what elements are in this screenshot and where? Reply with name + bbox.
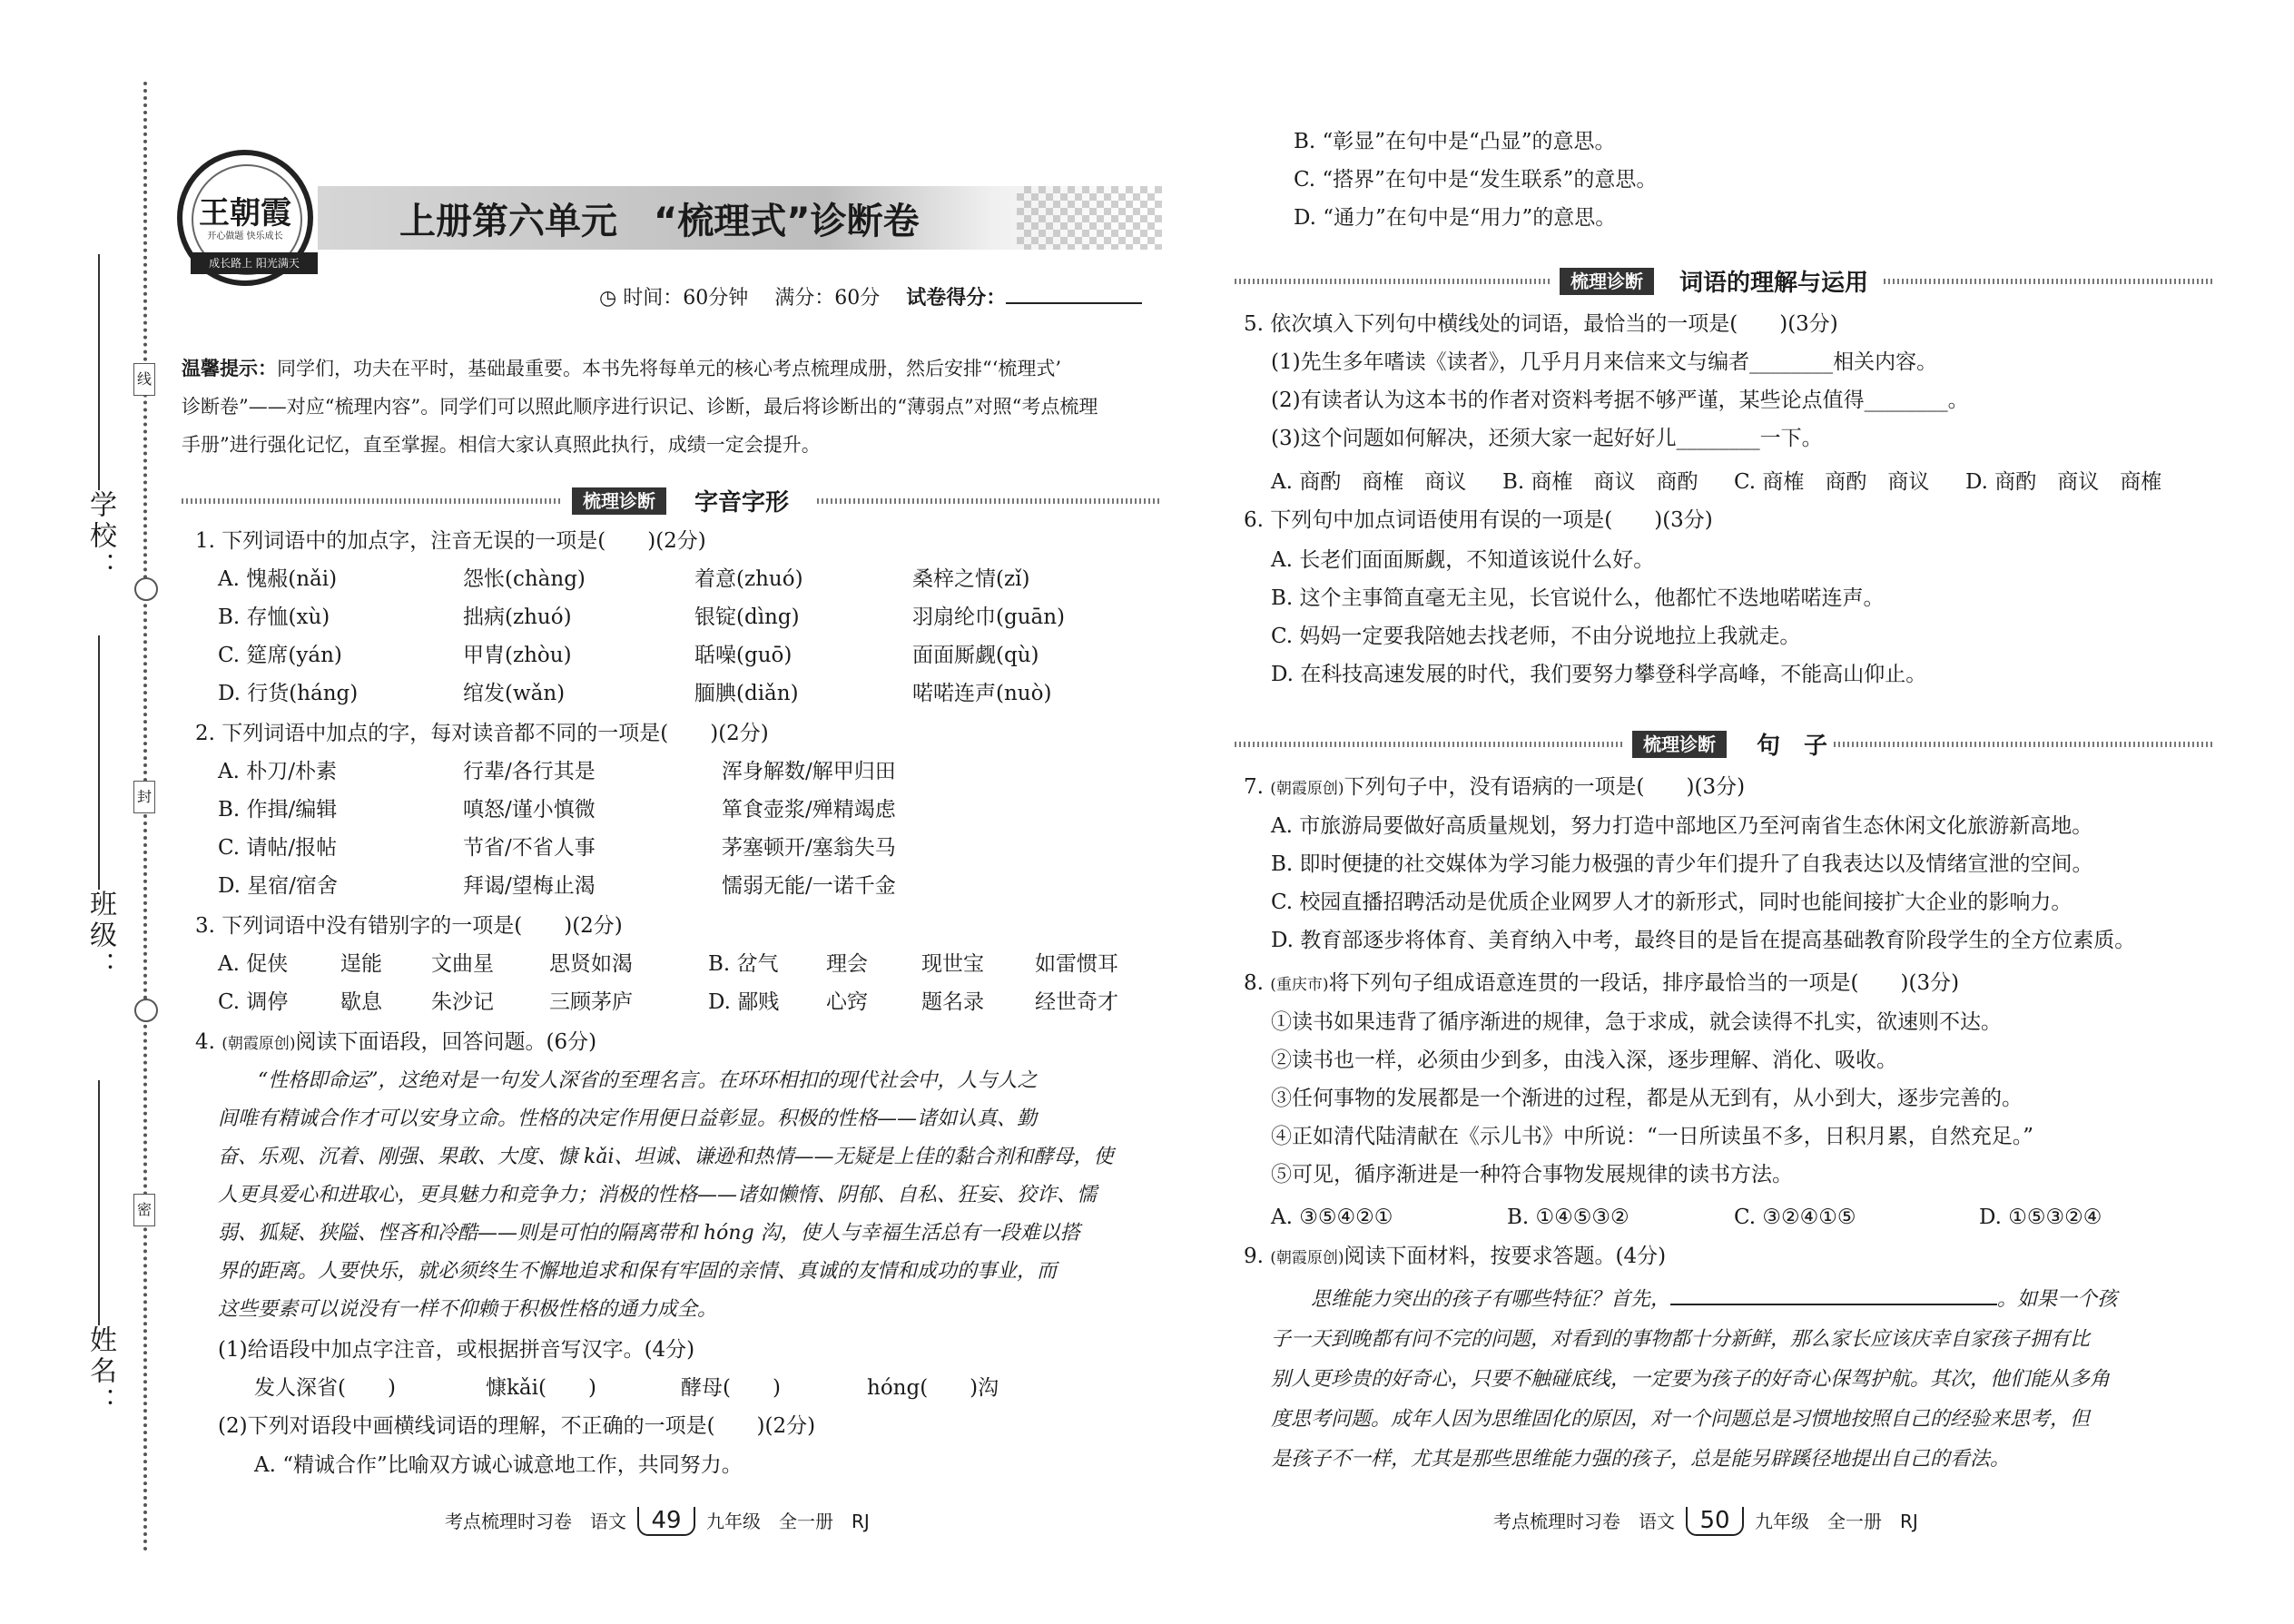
q8-options xyxy=(1271,1198,2197,1236)
question-8: 8. (重庆市)将下列句子组成语意连贯的一段话，排序最恰当的一项是( )(3分) xyxy=(1244,971,1960,995)
score-field[interactable] xyxy=(1006,281,1142,304)
question-4: 4. (朝霞原创)阅读下面语段，回答问题。(6分) xyxy=(195,1030,597,1054)
q1-option-d[interactable]: D. 行货(háng) 绾发(wǎn) 腼腆(diǎn) 喏喏连声(nuò) xyxy=(218,682,1052,705)
seal-mark-xian: 线 xyxy=(133,363,155,396)
q1-option-b[interactable]: B. 存恤(xù) 拙病(zhuó) 银锭(dìng) 羽扇纶巾(guān) xyxy=(218,605,1066,629)
name-line[interactable] xyxy=(98,1080,100,1325)
q5-sentences: (1)先生多年嗜读《读者》，几乎月月来信来文与编者________相关内容。 (2)有读者认为这本书的作者对资料考据不够严谨，某些论点值得________。 (3)这个问题如何解决，还须大家一起好好儿________一下。 xyxy=(1271,350,1969,450)
seal-mark-feng: 封 xyxy=(133,781,155,813)
footer-left: 考点梳理时习卷 语文 49 九年级 全一册 RJ xyxy=(445,1507,870,1534)
q4-sub2-option-d[interactable]: D. “通力”在句中是“用力”的意思。 xyxy=(1294,206,1617,230)
q4-sub1-items[interactable]: 发人深省( ) 慷kǎi( ) 酵母( ) hóng( )沟 xyxy=(254,1376,999,1400)
brand-logo: 王朝霞 开心做题 快乐成长 xyxy=(177,150,313,286)
question-3: 3. 下列词语中没有错别字的一项是( )(2分) xyxy=(195,914,623,938)
q4-sub2: (2)下列对语段中画横线词语的理解，不正确的一项是( )(2分) xyxy=(218,1414,816,1438)
q8-option-a[interactable]: A. ③⑤④②① xyxy=(1271,1206,1393,1229)
question-7: 7. (朝霞原创)下列句子中，没有语病的一项是( )(3分) xyxy=(1244,775,1746,799)
q7-option-c[interactable]: C. 校园直播招聘活动是优质企业网罗人才的新形式，同时也能间接扩大企业的影响力。 xyxy=(1271,891,2072,914)
q8-option-c[interactable]: C. ③②④①⑤ xyxy=(1734,1206,1856,1229)
name-label: 姓名： xyxy=(84,1325,116,1418)
q4-sub1: (1)给语段中加点字注音，或根据拼音写汉字。(4分) xyxy=(218,1338,695,1362)
q6-option-b[interactable]: B. 这个主事简直毫无主见，长官说什么，他都忙不迭地喏喏连声。 xyxy=(1271,586,1885,610)
clock-icon: ◷ xyxy=(599,287,617,310)
q1-option-a[interactable]: A. 愧赧(nǎi) 怨怅(chàng) 着意(zhuó) 桑梓之情(zǐ) xyxy=(218,567,1030,591)
q4-sub2-option-c[interactable]: C. “搭界”在句中是“发生联系”的意思。 xyxy=(1294,168,1658,192)
footer-right: 考点梳理时习卷 语文 50 九年级 全一册 RJ xyxy=(1493,1507,1918,1534)
banner-pattern xyxy=(1017,186,1162,250)
seal-mark-mi: 密 xyxy=(133,1194,155,1226)
q5-options xyxy=(1271,463,2197,501)
q1-option-c[interactable]: C. 筵席(yán) 甲胄(zhòu) 聒噪(guō) 面面厮觑(qù) xyxy=(218,644,1039,667)
question-1: 1. 下列词语中的加点字，注音无误的一项是( )(2分) xyxy=(195,529,706,553)
q8-option-b[interactable]: B. ①④⑤③② xyxy=(1507,1206,1629,1229)
exam-info: ◷ 时间：60分钟 满分：60分 试卷得分： xyxy=(599,279,1142,318)
school-label: 学校： xyxy=(84,490,116,583)
q4-sub2-rest xyxy=(1294,123,1657,237)
q8-option-d[interactable]: D. ①⑤③②④ xyxy=(1979,1206,2102,1229)
q7-option-b[interactable]: B. 即时便捷的社交媒体为学习能力极强的青少年们提升了自我表达以及情绪宣泄的空间。 xyxy=(1271,852,2093,876)
q3-row-cd[interactable]: C. 调停 歇息 朱沙记 三顾茅庐 D. 鄙贱 心窍 题名录 经世奇才 xyxy=(218,990,1118,1014)
page-number: 49 xyxy=(637,1507,695,1536)
binding-dotted-line xyxy=(143,82,147,1552)
question-2: 2. 下列词语中加点的字，每对读音都不同的一项是( )(2分) xyxy=(195,722,769,745)
q2-option-b[interactable]: B. 作揖/编辑 嗔怒/谨小慎微 箪食壶浆/殚精竭虑 xyxy=(218,798,896,822)
q6-options xyxy=(1271,541,1926,694)
q5-option-b[interactable]: B. 商榷 商议 商酌 xyxy=(1502,470,1698,494)
q5-option-d[interactable]: D. 商酌 商议 商榷 xyxy=(1965,470,2162,494)
class-label: 班级： xyxy=(84,890,116,982)
q6-option-d[interactable]: D. 在科技高速发展的时代，我们要努力攀登科学高峰，不能高山仰止。 xyxy=(1271,663,1927,686)
logo-ribbon: 成长路上 阳光满天 xyxy=(191,252,318,274)
q7-options xyxy=(1271,807,2135,960)
q2-option-d[interactable]: D. 星宿/宿舍 拜谒/望梅止渴 懦弱无能/一诺千金 xyxy=(218,874,896,898)
punch-hole-icon xyxy=(134,999,158,1022)
q4-sub2-option-a[interactable]: A. “精诚合作”比喻双方诚心诚意地工作，共同努力。 xyxy=(254,1453,743,1477)
q3-row-ab[interactable]: A. 促侠 逞能 文曲星 思贤如渴 B. 岔气 理会 现世宝 如雷惯耳 xyxy=(218,952,1118,976)
section-header-pronunciation: 梳理诊断 字音字形 xyxy=(182,487,1162,515)
q7-option-d[interactable]: D. 教育部逐步将体育、美育纳入中考，最终目的是旨在提高基础教育阶段学生的全方位素质。 xyxy=(1271,929,2136,952)
section-header-sentences: 梳理诊断 句 子 xyxy=(1235,731,2215,758)
q2-option-a[interactable]: A. 朴刀/朴素 行辈/各行其是 浑身解数/解甲归田 xyxy=(218,760,896,783)
page-number: 50 xyxy=(1686,1507,1744,1536)
punch-hole-icon xyxy=(134,577,158,601)
section-header-vocabulary: 梳理诊断 词语的理解与运用 xyxy=(1235,268,2215,295)
q9-answer-field[interactable] xyxy=(1670,1282,1997,1305)
question-9: 9. (朝霞原创)阅读下面材料，按要求答题。(4分) xyxy=(1244,1245,1667,1268)
q4-passage: “性格即命运”，这绝对是一句发人深省的至理名言。在环环相扣的现代社会中，人与人之 间唯有精诚合作才可以安身立命。性格的决定作用便日益彰显。积极的性格——诸如认真、勤 奋、乐观、沉着、刚强、果敢、大度、慷 kǎi、坦诚、谦逊和热情——无疑是上佳的黏合剂和酵母，使 人更具爱心和进取心，更具魅力和竞争力；消极的性格——诸如懒惰、阴郁、自私、狂妄、狡诈、懦 弱、狐疑、狭隘、悭吝和冷酷——则是可怕的隔离带和 hóng 沟，使人与幸福生活总有一段难以搭 界的距离。人要快乐，就必须终生不懈地追求和保有牢固的亲情、真诚的友情和成功的事业，而 这些要素可以说没有一样不仰赖于积极性格的通力成全。 xyxy=(218,1069,1114,1321)
q6-option-a[interactable]: A. 长老们面面厮觑，不知道该说什么好。 xyxy=(1271,548,1655,572)
school-line[interactable] xyxy=(98,254,100,490)
q1-options xyxy=(218,560,1153,713)
q3-options xyxy=(218,945,1153,1021)
page-title: 上册第六单元 “梳理式”诊断卷 xyxy=(399,201,920,242)
question-5: 5. 依次填入下列句中横线处的词语，最恰当的一项是( )(3分) xyxy=(1244,312,1838,336)
question-6: 6. 下列句中加点词语使用有误的一项是( )(3分) xyxy=(1244,508,1713,532)
class-line[interactable] xyxy=(98,635,100,890)
q7-option-a[interactable]: A. 市旅游局要做好高质量规划，努力打造中部地区乃至河南省生态休闲文化旅游新高地。 xyxy=(1271,814,2093,838)
q4-sub2-option-b[interactable]: B. “彰显”在句中是“凸显”的意思。 xyxy=(1294,130,1616,153)
q9-passage: 思维能力突出的孩子有哪些特征？首先， 。如果一个孩 子一天到晚都有问不完的问题，对看到的事物都十分新鲜，那么家长应该庆幸自家孩子拥有比 别人更珍贵的好奇心，只要不触碰底线，一定要为孩子的好奇心保驾护航。其次，他们能从多角 度思考问题。成年人因为思维固化的原因，对一个问题总是习惯地按照自己的经验来思考，但 是孩子不一样，尤其是那些思维能力强的孩子，总是能另辟蹊径地提出自己的看法。 xyxy=(1271,1280,2117,1480)
q8-sentences: ①读书如果违背了循序渐进的规律，急于求成，就会读得不扎实，欲速则不达。 ②读书也一样，必须由少到多，由浅入深，逐步理解、消化、吸收。 ③任何事物的发展都是一个渐进的过程，都是从无到有，从小到大，逐步完善的。 ④正如清代陆清献在《示儿书》中所说：“一日所读虽不多，日积月累，自然充足。” ⑤可见，循序渐进是一种符合事物发展规律的读书方法。 xyxy=(1271,1010,2034,1186)
q5-option-a[interactable]: A. 商酌 商榷 商议 xyxy=(1271,470,1467,494)
q2-options xyxy=(218,753,1153,905)
q2-option-c[interactable]: C. 请帖/报帖 节省/不省人事 茅塞顿开/塞翁失马 xyxy=(218,836,896,860)
q6-option-c[interactable]: C. 妈妈一定要我陪她去找老师，不由分说地拉上我就走。 xyxy=(1271,625,1801,648)
tip-block: 温馨提示：同学们，功夫在平时，基础最重要。本书先将每单元的核心考点梳理成册，然后安排“‘梳理式’ 诊断卷”——对应“梳理内容”。同学们可以照此顺序进行识记、诊断，最后将诊断出的“薄弱点”对照“考点梳理 手册”进行强化记忆，直至掌握。相信大家认真照此执行，成绩一定会提升。 xyxy=(182,357,1098,456)
q5-option-c[interactable]: C. 商榷 商酌 商议 xyxy=(1734,470,1930,494)
